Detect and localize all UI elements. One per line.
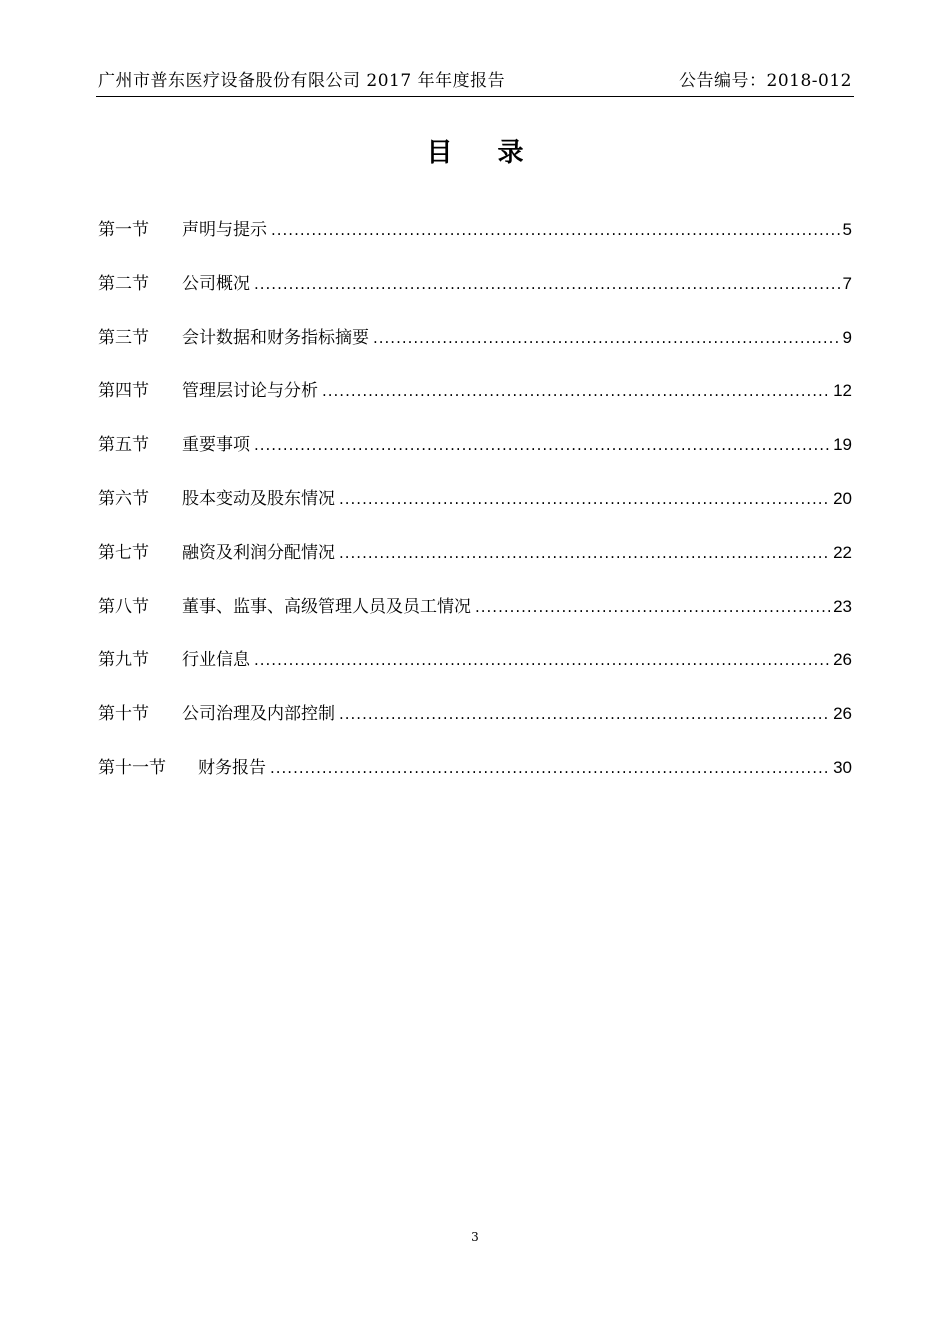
toc-dot-leader xyxy=(339,485,830,513)
toc-entry-11[interactable] xyxy=(98,754,852,808)
toc-section-number: 第七节 xyxy=(98,542,149,563)
toc-page-number: 22 xyxy=(833,542,852,562)
toc-page-number: 26 xyxy=(833,704,852,724)
toc-page-number: 30 xyxy=(833,757,852,777)
toc-section-number: 第十一节 xyxy=(98,757,166,778)
toc-entry-3[interactable] xyxy=(98,324,852,378)
toc-dot-leader xyxy=(254,646,830,674)
toc-entry-8[interactable] xyxy=(98,593,852,647)
table-of-contents xyxy=(98,216,852,808)
toc-dot-leader xyxy=(254,270,840,298)
toc-section-title: 行业信息 xyxy=(182,650,250,671)
toc-entry-9[interactable] xyxy=(98,646,852,700)
toc-dot-leader xyxy=(339,700,830,728)
toc-section-number: 第四节 xyxy=(98,381,149,402)
toc-dot-leader xyxy=(270,754,830,782)
toc-page-number: 26 xyxy=(833,650,852,670)
header-announcement-number: 公告编号：2018-012 xyxy=(679,71,852,91)
toc-page-number: 5 xyxy=(842,220,852,239)
toc-dot-leader xyxy=(271,216,840,244)
toc-section-title: 重要事项 xyxy=(182,435,250,456)
toc-page-number: 23 xyxy=(833,596,852,616)
toc-page-number: 20 xyxy=(833,488,852,508)
toc-section-number: 第一节 xyxy=(98,220,149,240)
toc-section-title: 声明与提示 xyxy=(182,220,267,240)
toc-dot-leader xyxy=(373,324,840,352)
page-number: 3 xyxy=(471,1230,479,1244)
toc-page-number: 19 xyxy=(833,435,852,455)
toc-entry-5[interactable] xyxy=(98,431,852,485)
toc-section-number: 第二节 xyxy=(98,273,149,294)
toc-dot-leader xyxy=(475,593,830,621)
toc-section-title: 管理层讨论与分析 xyxy=(182,381,318,402)
toc-section-number: 第三节 xyxy=(98,327,149,348)
toc-entry-4[interactable] xyxy=(98,377,852,431)
toc-section-title: 股本变动及股东情况 xyxy=(182,488,335,509)
toc-section-title: 融资及利润分配情况 xyxy=(182,542,335,563)
toc-entry-10[interactable] xyxy=(98,700,852,754)
toc-dot-leader xyxy=(339,539,830,567)
toc-title: 目 录 xyxy=(426,138,542,168)
header-company-report: 广州市普东医疗设备股份有限公司 2017 年年度报告 xyxy=(98,71,506,91)
toc-section-title: 董事、监事、高级管理人员及员工情况 xyxy=(182,596,471,617)
toc-dot-leader xyxy=(322,377,830,405)
toc-section-number: 第五节 xyxy=(98,435,149,456)
toc-section-title: 公司概况 xyxy=(182,273,250,294)
toc-section-number: 第十节 xyxy=(98,704,149,725)
toc-section-title: 会计数据和财务指标摘要 xyxy=(182,327,369,348)
toc-entry-1[interactable] xyxy=(98,216,852,270)
toc-page-number: 9 xyxy=(842,327,852,347)
toc-entry-2[interactable] xyxy=(98,270,852,324)
toc-entry-6[interactable] xyxy=(98,485,852,539)
toc-section-number: 第八节 xyxy=(98,596,149,617)
toc-page-number: 12 xyxy=(833,381,852,401)
toc-page-number: 7 xyxy=(842,273,852,293)
toc-dot-leader xyxy=(254,431,830,459)
page-header xyxy=(96,66,854,97)
toc-section-number: 第六节 xyxy=(98,488,149,509)
toc-section-title: 财务报告 xyxy=(198,757,266,778)
toc-section-title: 公司治理及内部控制 xyxy=(182,704,335,725)
toc-entry-7[interactable] xyxy=(98,539,852,593)
toc-section-number: 第九节 xyxy=(98,650,149,671)
